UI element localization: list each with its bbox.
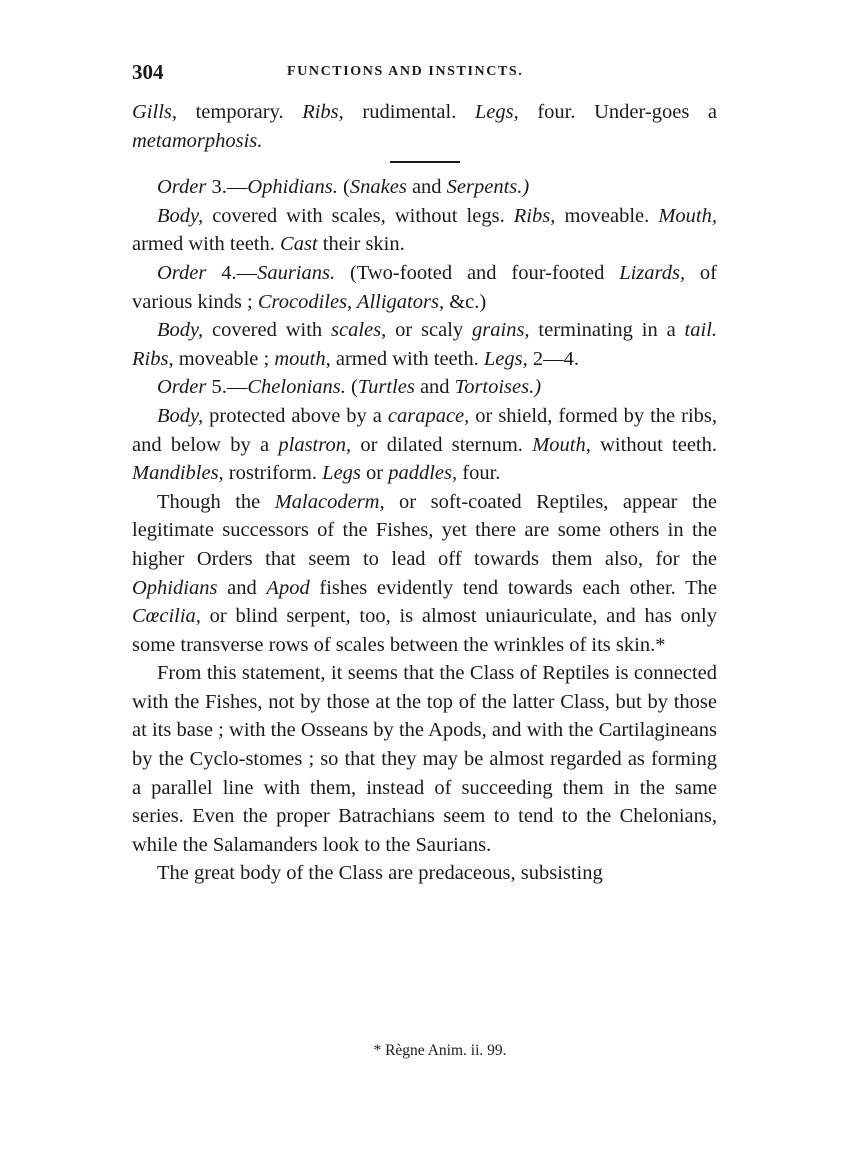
paragraph-predaceous: The great body of the Class are predaceous, subsisting [157, 862, 603, 885]
page-header [132, 60, 720, 86]
order-5-heading: Order 5.—Chelonians. (Turtles and Tortoises.) [157, 376, 542, 399]
footnote [0, 1042, 850, 1060]
order-3-heading: Order 3.—Ophidians. (Snakes and Serpents.) [157, 176, 530, 199]
section-divider [390, 161, 460, 163]
paragraph-class-connection: From this statement, it seems that the Class of Reptiles is connected with the Fishes, not by those at the top of the latter Class, but by those at its base ; with the Osseans by the Apods, and with the Cartilagineans by the Cyclo-stomes ; so that they may be almost regarded as forming a parallel line with them, instead of succeeding them in the same series. Even the proper Batrachians seem to tend to the Chelonians, while the Salamanders look to the Saurians. [132, 662, 717, 856]
footnote-text: * Règne Anim. ii. 99. [373, 1042, 507, 1059]
running-head: FUNCTIONS AND INSTINCTS. [287, 64, 524, 79]
order-5-description: Body, protected above by a carapace, or shield, formed by the ribs, and below by a plastron, or dilated sternum. Mouth, without teeth. Mandibles, rostriform. Legs or paddles, four. [132, 404, 718, 485]
order-4-description: Body, covered with scales, or scaly grains, terminating in a tail. Ribs, moveable ; mouth, armed with teeth. Legs, 2—4. [132, 319, 718, 370]
body-text [132, 98, 717, 888]
paragraph-gills: Gills, temporary. Ribs, rudimental. Legs, four. Under-goes a metamorphosis. [132, 101, 717, 152]
order-3-description: Body, covered with scales, without legs. Ribs, moveable. Mouth, armed with teeth. Cast their skin. [132, 204, 717, 256]
page-number: 304 [132, 60, 164, 84]
paragraph-malacoderm: Though the Malacoderm, or soft-coated Reptiles, appear the legitimate successors of the Fishes, yet there are some others in the higher Orders that seem to lead off towards them also, for the Ophidians and Apod fishes evidently tend towards each other. The Cœcilia, or blind serpent, too, is almost uniauriculate, and has only some transverse rows of scales between the wrinkles of its skin.* [132, 490, 717, 656]
order-4-heading: Order 4.—Saurians. (Two-footed and four-footed Lizards, of various kinds ; Crocodiles, Alligators, &c.) [132, 261, 718, 313]
